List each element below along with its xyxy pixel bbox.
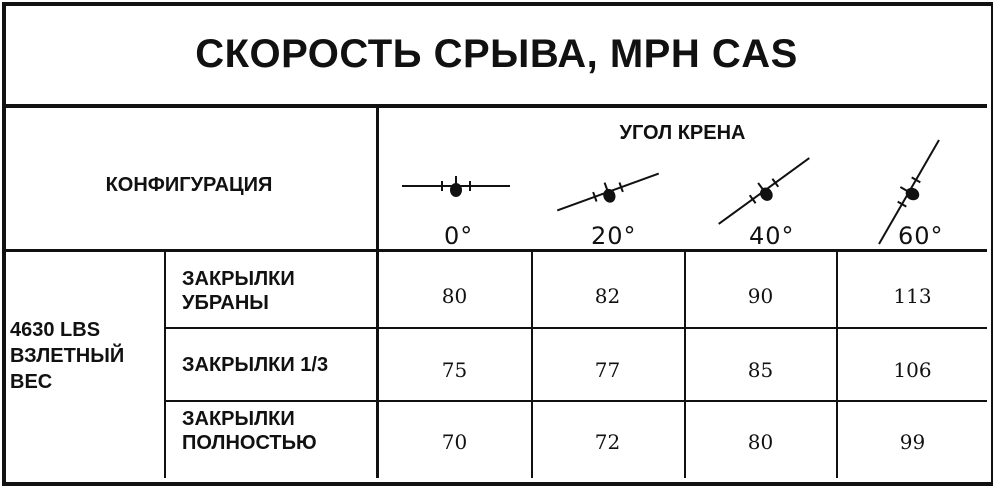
table-cell: 113 [893,284,932,308]
configuration-header: КОНФИГУРАЦИЯ [105,174,273,196]
table-cell: 77 [594,358,621,382]
table-cell: 82 [594,284,621,308]
angle-label-40: 40° [749,222,795,250]
bank-angle-header: УГОЛ КРЕНА [619,122,746,144]
title-divider [4,104,987,108]
aircraft-bank-20-icon [552,170,664,214]
table-cell: 106 [893,358,932,382]
table-cell: 70 [441,430,468,454]
flaps-full-label [182,407,317,455]
flaps-full-label-line: ПОЛНОСТЬЮ [182,432,317,454]
table-cell: 80 [441,284,468,308]
aircraft-bank-40-icon [714,156,814,226]
weight-label-line: ВЗЛЕТНЫЙ [10,345,125,367]
table-cell: 99 [899,430,926,454]
weight-label [10,317,124,395]
aircraft-bank-0-icon [400,168,512,204]
flaps-full-label-line: ЗАКРЫЛКИ [182,408,295,430]
row-divider-2 [165,400,987,402]
flaps-third-label [182,353,328,377]
angle-label-20: 20° [591,222,637,250]
flaps-up-label [182,267,295,315]
flaps-third-label-line: ЗАКРЫЛКИ 1/3 [182,354,329,376]
angle-label-60: 60° [898,222,944,250]
table-cell: 75 [441,358,468,382]
row-divider-1 [165,327,987,329]
flaps-up-label-line: УБРАНЫ [182,292,269,314]
header-divider [4,249,987,252]
weight-column-divider [164,252,166,478]
flaps-up-label-line: ЗАКРЫЛКИ [182,268,295,290]
page-title: СКОРОСТЬ СРЫВА, МРН CAS [195,32,798,76]
angle-label-0: 0° [444,222,474,250]
table-cell: 72 [594,430,621,454]
table-cell: 80 [747,430,774,454]
table-cell: 85 [747,358,774,382]
table-cell: 90 [747,284,774,308]
weight-label-line: ВЕС [10,371,53,393]
weight-label-line: 4630 LBS [10,319,101,341]
